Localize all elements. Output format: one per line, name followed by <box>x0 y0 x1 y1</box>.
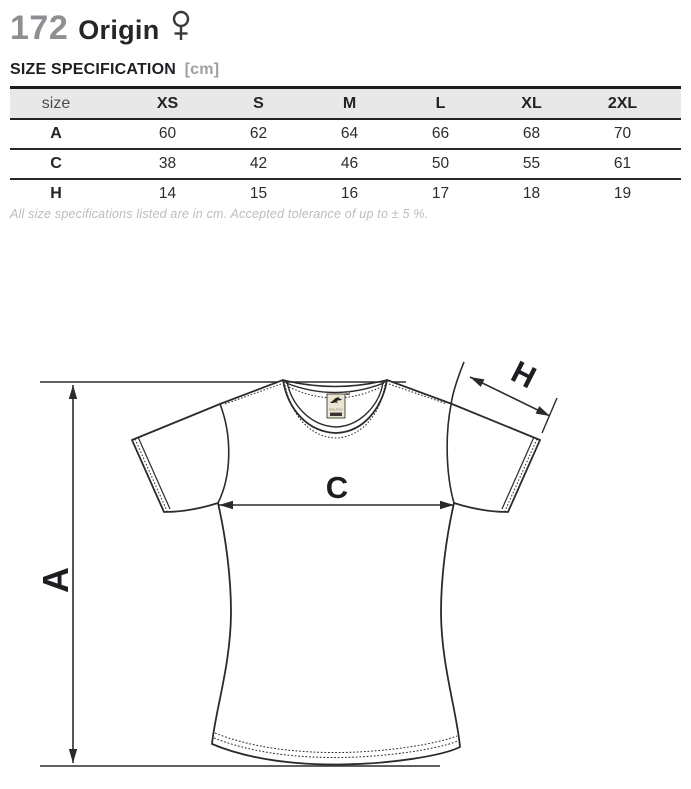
neck-label-tag <box>327 391 349 418</box>
table-row-h <box>10 180 681 208</box>
product-name: Origin <box>78 15 160 45</box>
column-header-xl: XL <box>521 94 542 112</box>
dimension-label-a: A <box>35 567 76 593</box>
value-h-xs: 14 <box>158 185 177 202</box>
column-header-2xl: 2XL <box>607 94 638 112</box>
value-h-l: 17 <box>431 185 450 202</box>
dimension-label-c: C <box>325 470 349 505</box>
product-code: 172 <box>10 9 69 47</box>
value-c-xs: 38 <box>158 155 177 172</box>
row-label-a: A <box>50 125 62 142</box>
value-c-2xl: 61 <box>613 155 632 172</box>
size-table-header-row <box>10 89 681 120</box>
size-corner-label: size <box>41 94 71 112</box>
page-header <box>10 6 193 45</box>
value-h-s: 15 <box>249 185 268 202</box>
value-a-2xl: 70 <box>613 125 632 142</box>
value-a-xl: 68 <box>522 125 541 142</box>
value-c-xl: 55 <box>522 155 541 172</box>
tshirt-measurement-diagram <box>0 340 691 789</box>
column-header-xs: XS <box>156 94 179 112</box>
tag-brand-text: MALFINI <box>329 407 343 412</box>
column-header-l: L <box>435 94 446 112</box>
table-row-c <box>10 150 681 180</box>
value-c-l: 50 <box>431 155 450 172</box>
value-a-s: 62 <box>249 125 268 142</box>
section-title-unit: [cm] <box>184 61 220 78</box>
row-label-c: C <box>50 155 62 172</box>
section-title <box>10 61 219 79</box>
value-c-s: 42 <box>249 155 268 172</box>
column-header-s: S <box>253 94 264 112</box>
value-h-m: 16 <box>340 185 359 202</box>
value-a-m: 64 <box>340 125 359 142</box>
size-table <box>10 86 681 208</box>
tolerance-footnote: All size specifications listed are in cm. Accepted tolerance of up to ± 5 %. <box>10 207 429 221</box>
row-label-h: H <box>50 185 62 202</box>
tag-registered-mark <box>346 391 349 394</box>
back-collar-outer <box>283 380 387 387</box>
table-row-a <box>10 120 681 150</box>
value-c-m: 46 <box>340 155 359 172</box>
female-gender-icon <box>169 10 193 43</box>
dimension-label-h: H <box>505 353 542 396</box>
column-header-m: M <box>342 94 357 112</box>
value-a-xs: 60 <box>158 125 177 142</box>
value-h-2xl: 19 <box>613 185 632 202</box>
value-a-l: 66 <box>431 125 450 142</box>
section-title-text: SIZE SPECIFICATION <box>10 61 176 78</box>
value-h-xl: 18 <box>522 185 541 202</box>
